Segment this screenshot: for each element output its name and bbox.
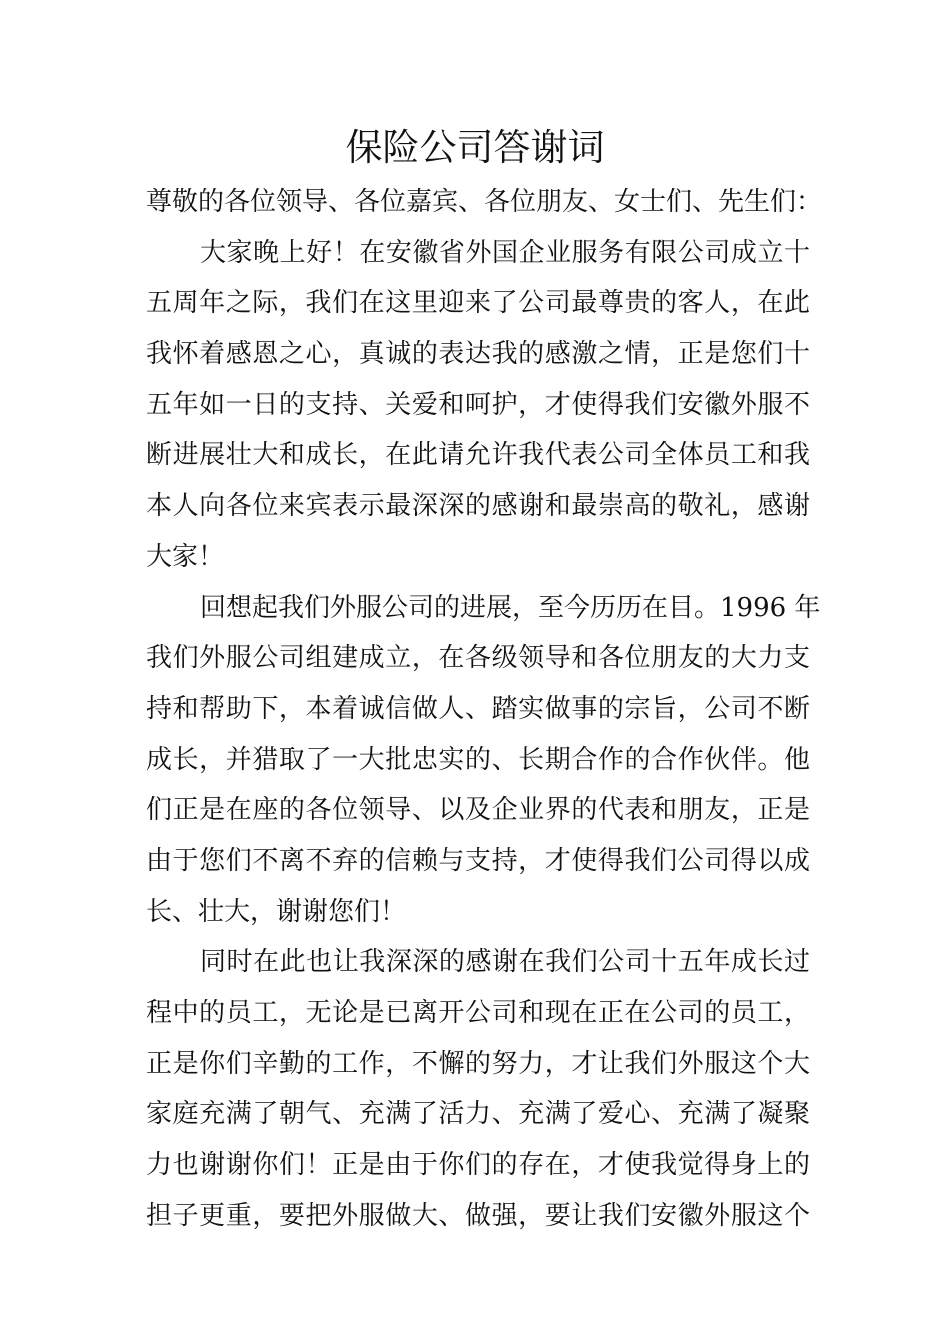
- document-body: [146, 177, 823, 1241]
- body-line: 本人向各位来宾表示最深深的感谢和最崇高的敬礼，感谢: [146, 491, 810, 522]
- body-line: 担子更重，要把外服做大、做强，要让我们安徽外服这个: [146, 1200, 810, 1231]
- body-line: 回想起我们外服公司的进展，至今历历在目。1996 年: [200, 592, 821, 623]
- body-line: 大家晚上好！在安徽省外国企业服务有限公司成立十: [200, 237, 810, 268]
- body-line: 我怀着感恩之心，真诚的表达我的感激之情，正是您们十: [146, 339, 810, 370]
- body-line: 大家！: [146, 541, 225, 572]
- body-line: 我们外服公司组建成立，在各级领导和各位朋友的大力支: [146, 643, 810, 674]
- body-line: 断进展壮大和成长，在此请允许我代表公司全体员工和我: [146, 440, 810, 471]
- body-line: 正是你们辛勤的工作，不懈的努力，才让我们外服这个大: [146, 1048, 810, 1079]
- body-line: 同时在此也让我深深的感谢在我们公司十五年成长过: [200, 947, 810, 978]
- body-line: 家庭充满了朝气、充满了活力、充满了爱心、充满了凝聚: [146, 1099, 810, 1130]
- body-line: 程中的员工，无论是已离开公司和现在正在公司的员工，: [146, 998, 810, 1028]
- body-line: 五周年之际，我们在这里迎来了公司最尊贵的客人，在此: [146, 288, 810, 319]
- body-line: 五年如一日的支持、关爱和呵护，才使得我们安徽外服不: [146, 389, 810, 420]
- body-line: 长、壮大，谢谢您们！: [146, 896, 407, 927]
- body-line: 们正是在座的各位领导、以及企业界的代表和朋友，正是: [146, 795, 810, 826]
- body-line: 成长，并猎取了一大批忠实的、长期合作的合作伙伴。他: [146, 744, 810, 775]
- body-line: 力也谢谢你们！正是由于你们的存在，才使我觉得身上的: [146, 1150, 810, 1181]
- body-line: 尊敬的各位领导、各位嘉宾、各位朋友、女士们、先生们：: [146, 187, 823, 217]
- body-line: 持和帮助下，本着诚信做人、踏实做事的宗旨，公司不断: [146, 693, 810, 724]
- body-line: 由于您们不离不弃的信赖与支持，才使得我们公司得以成: [146, 845, 810, 876]
- document-title: 保险公司答谢词: [345, 126, 605, 169]
